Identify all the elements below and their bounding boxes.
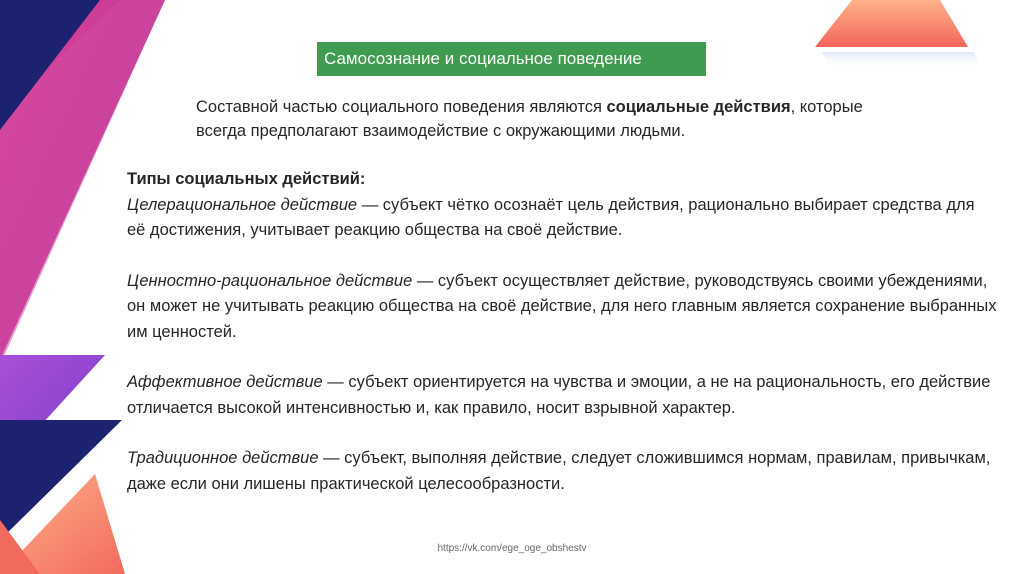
- type-name: Традиционное действие: [127, 449, 319, 467]
- footer-link[interactable]: https://vk.com/ege_oge_obshestv: [437, 543, 587, 554]
- top-right-coral-shape: [815, 0, 968, 47]
- intro-text-start: Составной частью социального поведения являются: [196, 98, 607, 116]
- type-description: — субъект осуществляет действие, руководствуясь своими убеждениями, он может не учитывать реакцию общества на своё действие, для него главным является сохранение выбранных им ценностей.: [127, 271, 997, 341]
- type-item-traditional: [127, 446, 997, 497]
- type-item-affective: [127, 370, 997, 421]
- top-right-shadow: [822, 52, 982, 68]
- type-name: Аффективное действие: [127, 373, 323, 391]
- types-heading: Типы социальных действий:: [127, 170, 366, 188]
- types-section: [127, 167, 997, 497]
- slide-title: Самосознание и социальное поведение: [317, 42, 706, 76]
- intro-text-end: , которые всегда предполагают взаимодействие с окружающими людьми.: [196, 98, 863, 140]
- type-description: — субъект ориентируется на чувства и эмоции, а не на рациональность, его действие отличается высокой интенсивностью и, как правило, носит взрывной характер.: [127, 373, 991, 417]
- intro-bold-term: социальные действия: [606, 98, 791, 116]
- type-description: — субъект чётко осознаёт цель действия, рационально выбирает средства для её достижения, учитывает реакцию общества на своё действие.: [127, 195, 975, 239]
- intro-paragraph: [196, 95, 916, 143]
- type-description: — субъект, выполняя действие, следует сложившимся нормам, правилам, привычкам, даже если они лишены практической целесообразности.: [127, 449, 991, 493]
- type-item-value-rational: [127, 269, 997, 346]
- type-name: Ценностно-рациональное действие: [127, 271, 413, 290]
- type-item-goal-rational: [127, 193, 997, 244]
- type-name: Целерациональное действие: [127, 195, 358, 214]
